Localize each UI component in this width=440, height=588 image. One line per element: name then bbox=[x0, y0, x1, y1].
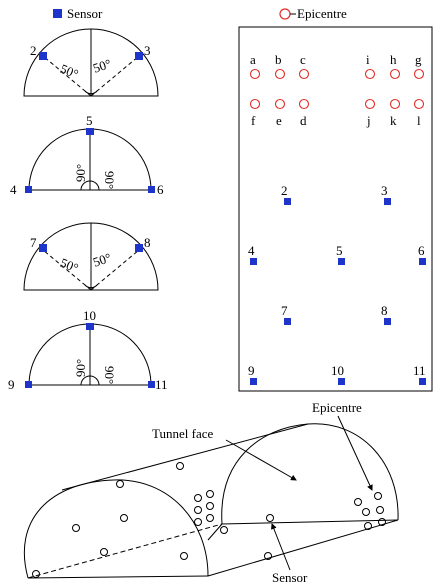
epicentre-label: i bbox=[366, 52, 370, 67]
epicentre-label: b bbox=[275, 52, 282, 67]
tunnel-point bbox=[207, 515, 214, 522]
epicentre-marker bbox=[391, 70, 400, 79]
near-face-floor bbox=[28, 576, 208, 578]
sensor-marker bbox=[250, 258, 257, 265]
tunnel-face-label: Tunnel face bbox=[152, 426, 214, 441]
epicentre-marker bbox=[251, 70, 260, 79]
tunnel-point bbox=[207, 491, 214, 498]
epicentre-marker bbox=[366, 70, 375, 79]
sensor-marker bbox=[419, 258, 426, 265]
sensor-id: 4 bbox=[10, 182, 17, 197]
plan-view bbox=[239, 27, 432, 391]
sensor-marker bbox=[284, 198, 291, 205]
sensor-id: 4 bbox=[248, 243, 255, 258]
tunnel-point bbox=[377, 507, 384, 514]
epicentre-marker bbox=[251, 100, 260, 109]
tunnel-point bbox=[33, 571, 40, 578]
angle-label: 90° bbox=[102, 366, 117, 385]
cross-section-2 bbox=[10, 113, 164, 197]
angle-label: 90° bbox=[73, 163, 88, 182]
sensor-id: 3 bbox=[381, 183, 388, 198]
sensor-marker bbox=[86, 323, 94, 330]
plan-border bbox=[239, 27, 432, 391]
tunnel-point bbox=[121, 515, 128, 522]
cross-section-1 bbox=[24, 29, 158, 96]
sensor-marker bbox=[86, 128, 94, 135]
tunnel-point bbox=[363, 509, 370, 516]
epicentre-label: f bbox=[251, 113, 256, 128]
sensor-id: 6 bbox=[157, 182, 164, 197]
sensor-marker bbox=[384, 318, 391, 325]
sensor-id: 11 bbox=[155, 377, 168, 392]
sensor-id: 7 bbox=[30, 235, 37, 250]
tunnel-face-leader bbox=[226, 440, 296, 480]
angle-label: 50° bbox=[58, 60, 81, 82]
perspective-sensor-label: Sensor bbox=[272, 570, 308, 585]
sensor-marker bbox=[25, 186, 32, 193]
sensor-id: 8 bbox=[144, 235, 151, 250]
sensor-marker bbox=[338, 258, 345, 265]
sensor-marker bbox=[384, 198, 391, 205]
sensor-marker bbox=[148, 186, 155, 193]
epicentre-marker bbox=[300, 100, 309, 109]
tunnel-point bbox=[375, 493, 382, 500]
sensor-id: 3 bbox=[144, 43, 151, 58]
sensor-leader bbox=[272, 524, 290, 570]
epicentre-label: d bbox=[300, 113, 307, 128]
epicentre-label: g bbox=[415, 52, 422, 67]
angle-label: 90° bbox=[102, 171, 117, 190]
sensor-id: 10 bbox=[83, 308, 96, 323]
far-face-outline bbox=[222, 424, 398, 524]
sensor-id: 11 bbox=[413, 363, 426, 378]
epicentre-label: k bbox=[390, 113, 397, 128]
sensor-id: 7 bbox=[281, 303, 288, 318]
tunnel-point bbox=[221, 527, 228, 534]
sensor-id: 5 bbox=[336, 243, 343, 258]
sensor-marker bbox=[39, 52, 47, 60]
angle-label: 90° bbox=[73, 358, 88, 377]
epicentre-marker bbox=[276, 100, 285, 109]
epicentre-legend-icon bbox=[280, 9, 290, 19]
tunnel-point bbox=[117, 481, 124, 488]
sensor-legend-label: Sensor bbox=[67, 6, 103, 21]
sensor-id: 6 bbox=[418, 243, 425, 258]
legend-sensor bbox=[53, 6, 103, 21]
cross-section-4 bbox=[8, 308, 168, 392]
tunnel-point bbox=[177, 463, 184, 470]
tunnel-point bbox=[195, 495, 202, 502]
cross-section-3 bbox=[24, 223, 158, 290]
epicentre-label: j bbox=[367, 113, 371, 128]
epicentre-leader bbox=[338, 416, 372, 490]
epicentre-marker bbox=[300, 70, 309, 79]
far-face-floor bbox=[222, 520, 398, 524]
legend-epicentre bbox=[280, 6, 347, 21]
sensor-marker bbox=[250, 378, 257, 385]
tunnel-point bbox=[207, 503, 214, 510]
tunnel-point bbox=[195, 519, 202, 526]
epicentre-marker bbox=[276, 70, 285, 79]
sensor-legend-icon bbox=[53, 9, 62, 18]
sensor-id: 10 bbox=[331, 363, 344, 378]
epicentre-marker bbox=[415, 100, 424, 109]
tunnel-floor-hidden-line bbox=[28, 524, 222, 578]
sensor-id: 9 bbox=[248, 363, 255, 378]
epicentre-marker bbox=[391, 100, 400, 109]
sensor-marker bbox=[338, 378, 345, 385]
sensor-marker bbox=[148, 381, 155, 388]
epicentre-label: h bbox=[390, 52, 397, 67]
sensor-marker bbox=[284, 318, 291, 325]
tunnel-point bbox=[267, 515, 274, 522]
epicentre-label: c bbox=[300, 52, 306, 67]
tunnel-point bbox=[181, 553, 188, 560]
epicentre-legend-label: Epicentre bbox=[297, 6, 347, 21]
tunnel-point bbox=[101, 549, 108, 556]
epicentre-marker bbox=[415, 70, 424, 79]
epicentre-label: e bbox=[276, 113, 282, 128]
near-face-outline bbox=[24, 480, 208, 578]
angle-label: 50° bbox=[91, 249, 113, 270]
sensor-id: 8 bbox=[381, 303, 388, 318]
sensor-marker bbox=[135, 244, 143, 252]
tunnel-point bbox=[195, 507, 202, 514]
perspective-epicentre-label: Epicentre bbox=[312, 400, 362, 415]
angle-label: 50° bbox=[58, 254, 81, 276]
tunnel-point bbox=[355, 499, 362, 506]
sensor-marker bbox=[39, 244, 47, 252]
tunnel-point bbox=[73, 525, 80, 532]
angle-label: 50° bbox=[91, 55, 113, 76]
epicentre-label: a bbox=[250, 52, 256, 67]
sensor-marker bbox=[419, 378, 426, 385]
sensor-id: 2 bbox=[30, 43, 37, 58]
sensor-marker bbox=[25, 381, 32, 388]
sensor-id: 2 bbox=[281, 183, 288, 198]
sensor-marker bbox=[135, 52, 143, 60]
tunnel-right-wall-line bbox=[208, 520, 398, 576]
sensor-id: 9 bbox=[8, 377, 15, 392]
sensor-id: 5 bbox=[86, 113, 93, 128]
epicentre-label: l bbox=[417, 113, 421, 128]
epicentre-marker bbox=[366, 100, 375, 109]
